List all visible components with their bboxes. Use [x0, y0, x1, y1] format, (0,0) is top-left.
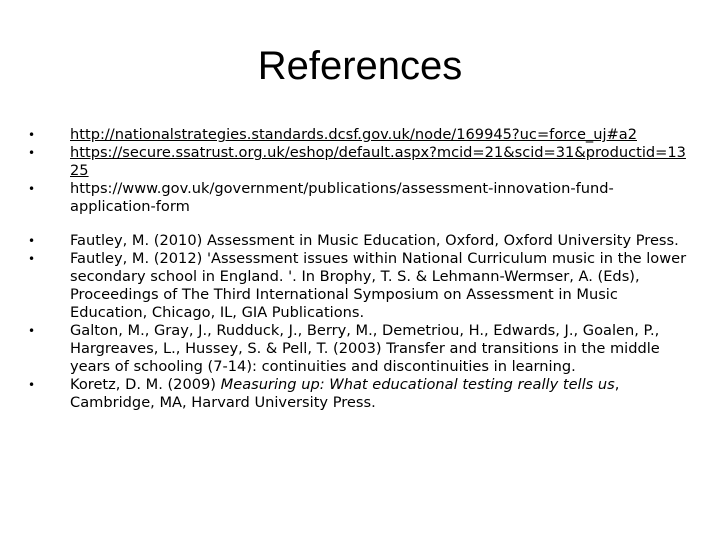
bullet-icon: • [28, 378, 36, 392]
references-list [28, 126, 688, 412]
reference-text: Galton, M., Gray, J., Rudduck, J., Berry, M., Demetriou, H., Edwards, J., Goalen, P., Hargreaves, L., Hussey, S. & Pell, T. (2003) Transfer and transitions in the middle years of schooling (7-14): continuities and discontinuities in learning. [70, 322, 660, 375]
reference-text: https://www.gov.uk/government/publications/assessment-innovation-fund-application-form [70, 180, 614, 215]
list-item [28, 376, 688, 412]
bullet-icon: • [28, 252, 36, 266]
reference-text: Fautley, M. (2012) 'Assessment issues within National Curriculum music in the lower secondary school in England. '. In Brophy, T. S. & Lehmann-Wermser, A. (Eds), Proceedings of The Third International Symposium on Assessment in Music Education, Chicago, IL, GIA Publications. [70, 250, 687, 321]
list-item [28, 250, 688, 322]
reference-book-title: Measuring up: What educational testing really tells us [220, 376, 615, 393]
reference-text-plain: , Cambridge, MA, Harvard University Press. [70, 376, 620, 411]
list-item [28, 144, 688, 180]
list-item [28, 322, 688, 376]
reference-text-plain: Koretz, D. M. (2009) [70, 376, 221, 393]
reference-text: Fautley, M. (2010) Assessment in Music Education, Oxford, Oxford University Press. [70, 232, 679, 249]
bullet-icon: • [28, 182, 36, 196]
bullet-icon: • [28, 324, 36, 338]
page-title: References [257, 44, 463, 88]
bullet-icon: • [28, 146, 36, 160]
reference-text [70, 376, 688, 412]
reference-link[interactable]: https://secure.ssatrust.org.uk/eshop/default.aspx?mcid=21&scid=31&productid=1325 [70, 144, 686, 179]
list-item [28, 126, 688, 144]
bullet-icon: • [28, 128, 36, 142]
list-item [28, 180, 688, 216]
bullet-icon: • [28, 234, 36, 248]
reference-link[interactable]: http://nationalstrategies.standards.dcsf.gov.uk/node/169945?uc=force_uj#a2 [70, 126, 637, 143]
list-item [28, 232, 688, 250]
